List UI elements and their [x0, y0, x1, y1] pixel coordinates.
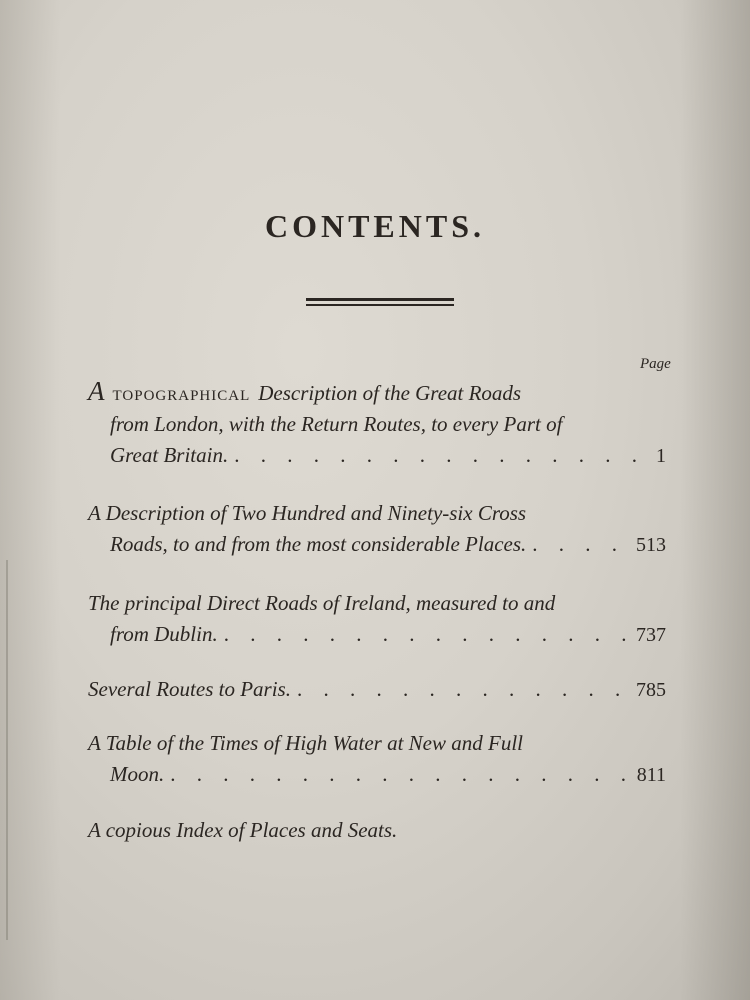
entry-page-number: 737: [636, 624, 666, 646]
entry-text: Moon.: [110, 762, 165, 786]
dot-leader: [234, 440, 650, 471]
contents-entry-index: [88, 815, 666, 846]
page-title: CONTENTS.: [264, 208, 486, 244]
page-shadow-left: [0, 0, 60, 1000]
contents-entry-topographical: [88, 376, 666, 472]
entry-page-number: 513: [636, 534, 666, 556]
entry-line: [88, 815, 666, 846]
entry-text: Roads, to and from the most considerable Places.: [110, 532, 527, 556]
entry-line: [88, 376, 666, 409]
entry-page-number: 811: [636, 764, 666, 786]
entry-line: [88, 588, 666, 619]
entry-line: [88, 440, 666, 472]
entry-line: [88, 674, 666, 706]
entry-text: A Description of Two Hundred and Ninety-six Cross: [88, 501, 527, 525]
dot-leader: [224, 619, 630, 650]
contents-entry-paris: [88, 674, 666, 706]
entry-line: [88, 529, 666, 561]
dot-leader: [297, 674, 630, 705]
dot-leader: [532, 529, 630, 560]
contents-entry-high-water: [88, 728, 666, 791]
entry-line: [88, 409, 666, 440]
contents-entry-cross-roads: [88, 498, 666, 561]
entry-page-number: 785: [636, 679, 666, 701]
entry-line: [88, 619, 666, 651]
page-fold-crease: [6, 560, 8, 940]
entry-text: from Dublin.: [110, 622, 218, 646]
entry-text: The principal Direct Roads of Ireland, measured to and: [88, 591, 556, 615]
entry-text: from London, with the Return Routes, to every Part of: [110, 412, 563, 436]
entry-text: A Table of the Times of High Water at New and Full: [88, 731, 524, 755]
entry-text: Great Britain.: [110, 443, 229, 467]
title-rule-thin: [306, 304, 454, 306]
dot-leader: [170, 759, 630, 790]
entry-smallcaps-word: topographical: [112, 381, 251, 405]
entry-text: Several Routes to Paris.: [88, 677, 291, 701]
title-rule-thick: [306, 298, 454, 301]
entry-page-number: 1: [656, 445, 666, 467]
page-shadow-right: [680, 0, 750, 1000]
page-column-label: Page: [640, 356, 671, 372]
entry-line: [88, 498, 666, 529]
contents-entry-ireland: [88, 588, 666, 651]
entry-line: [88, 728, 666, 759]
entry-text: Description of the Great Roads: [258, 381, 522, 405]
entry-text: A copious Index of Places and Seats.: [88, 818, 398, 842]
entry-initial: A: [88, 376, 105, 406]
entry-line: [88, 759, 666, 791]
